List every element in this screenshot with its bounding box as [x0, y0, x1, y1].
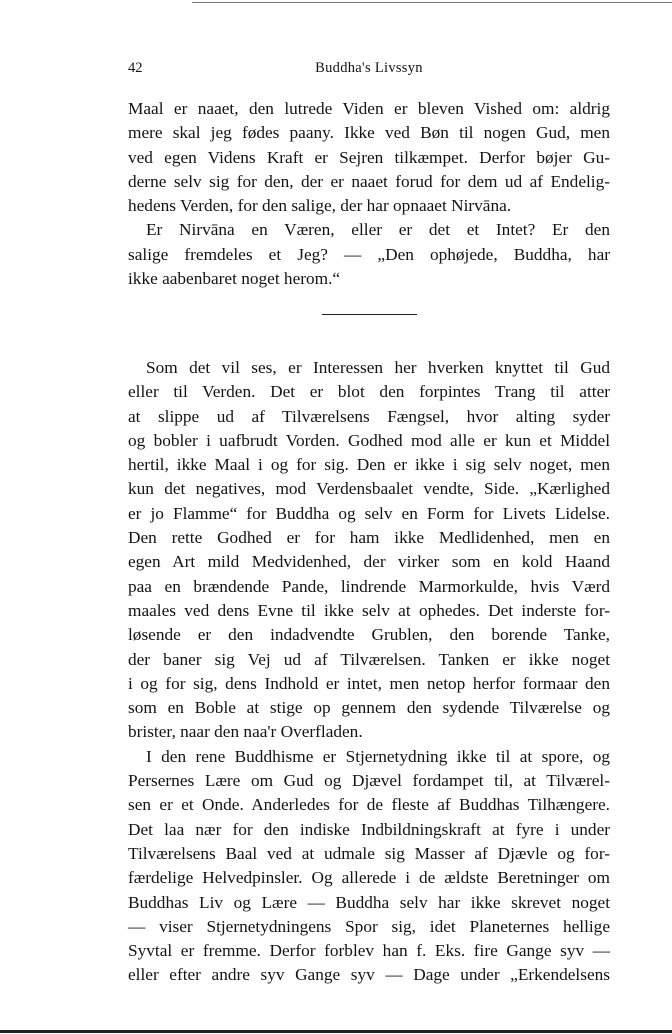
text-line: er jo Flamme“ for Buddha og selv en Form for Livets Lidelse.: [128, 503, 610, 523]
running-title: Buddha's Livssyn: [315, 60, 423, 76]
page-header: [128, 60, 610, 82]
text-line: hertil, ikke Maal i og for sig. Den er ikke i sig selv noget, men: [128, 455, 610, 475]
text-line: ikke aabenbaret noget herom.“: [128, 269, 341, 289]
text-line: ved egen Videns Kraft er Sejren tilkæmpet. Derfor bøjer Gu-: [128, 147, 610, 167]
text-block-top: [128, 97, 610, 291]
text-line: kun det negatives, mod Verdensbaalet vendte, Side. „Kærlighed: [128, 479, 610, 499]
text-line: sen er et Onde. Anderledes for de fleste af Buddhas Tilhængere.: [128, 795, 610, 815]
text-line: Maal er naaet, den lutrede Viden er bleven Vished om: aldrig: [128, 99, 610, 118]
text-line: løsende er den indadvendte Grublen, den borende Tanke,: [128, 625, 610, 645]
text-line: eller efter andre syv Gange syv — Dage under „Erkendelsens: [128, 965, 610, 985]
text-line: mere skal jeg fødes paany. Ikke ved Bøn til nogen Gud, men: [128, 123, 610, 143]
page-number: 42: [128, 60, 143, 76]
text-line: brister, naar den naa'r Overfladen.: [128, 722, 363, 742]
text-line: eller til Verden. Det er blot den forpintes Trang til atter: [128, 382, 610, 402]
text-block-main: [128, 356, 610, 988]
text-line: der baner sig Vej ud af Tilværelsen. Tanken er ikke noget: [128, 649, 610, 669]
bottom-edge-rule: [0, 1030, 672, 1033]
text-line: Den rette Godhed er for ham ikke Medlidenhed, men en: [128, 528, 610, 548]
top-edge-rule: [192, 2, 672, 3]
text-line: Buddhas Liv og Lære — Buddha selv har ikke skrevet noget: [128, 892, 610, 912]
section-divider: [322, 314, 417, 315]
text-line: Syvtal er fremme. Derfor forblev han f. Eks. fire Gange syv —: [128, 941, 610, 961]
text-line: salige fremdeles et Jeg? — „Den ophøjede, Buddha, har: [128, 244, 610, 264]
text-line: som en Boble at stige op gennem den sydende Tilværelse og: [128, 698, 610, 718]
text-line: og bobler i uafbrudt Vorden. Godhed mod alle er kun et Middel: [128, 430, 610, 450]
text-line: at slippe ud af Tilværelsens Fængsel, hvor alting syder: [128, 406, 610, 426]
text-line: I den rene Buddhisme er Stjernetydning ikke til at spore, og: [146, 746, 610, 766]
text-line: egen Art mild Medvidenhed, der virker som en kold Haand: [128, 552, 610, 572]
text-line: Persernes Lære om Gud og Djævel fordampet til, at Tilværel-: [128, 771, 610, 791]
text-line: Er Nirvāna en Væren, eller er det et Intet? Er den: [146, 220, 610, 240]
text-line: — viser Stjernetydningens Spor sig, idet Planeternes hellige: [128, 916, 610, 936]
text-line: færdelige Helvedpinsler. Og allerede i de ældste Beretninger om: [128, 868, 610, 888]
text-line: i og for sig, dens Indhold er intet, men netop herfor formaar den: [128, 673, 610, 693]
text-line: paa en brændende Pande, lindrende Marmorkulde, hvis Værd: [128, 576, 610, 596]
text-line: derne selv sig for den, der er naaet forud for dem ud af Endelig-: [128, 171, 610, 191]
text-line: Tilværelsens Baal ved at udmale sig Masser af Djævle og for-: [128, 843, 610, 863]
text-line: Som det vil ses, er Interessen her hverken knyttet til Gud: [146, 358, 610, 377]
text-line: Det laa nær for den indiske Indbildningskraft at fyre i under: [128, 819, 610, 839]
text-line: hedens Verden, for den salige, der har opnaaet Nirvāna.: [128, 196, 512, 216]
text-line: maales ved dens Evne til ikke selv at ophedes. Det inderste for-: [128, 600, 610, 620]
